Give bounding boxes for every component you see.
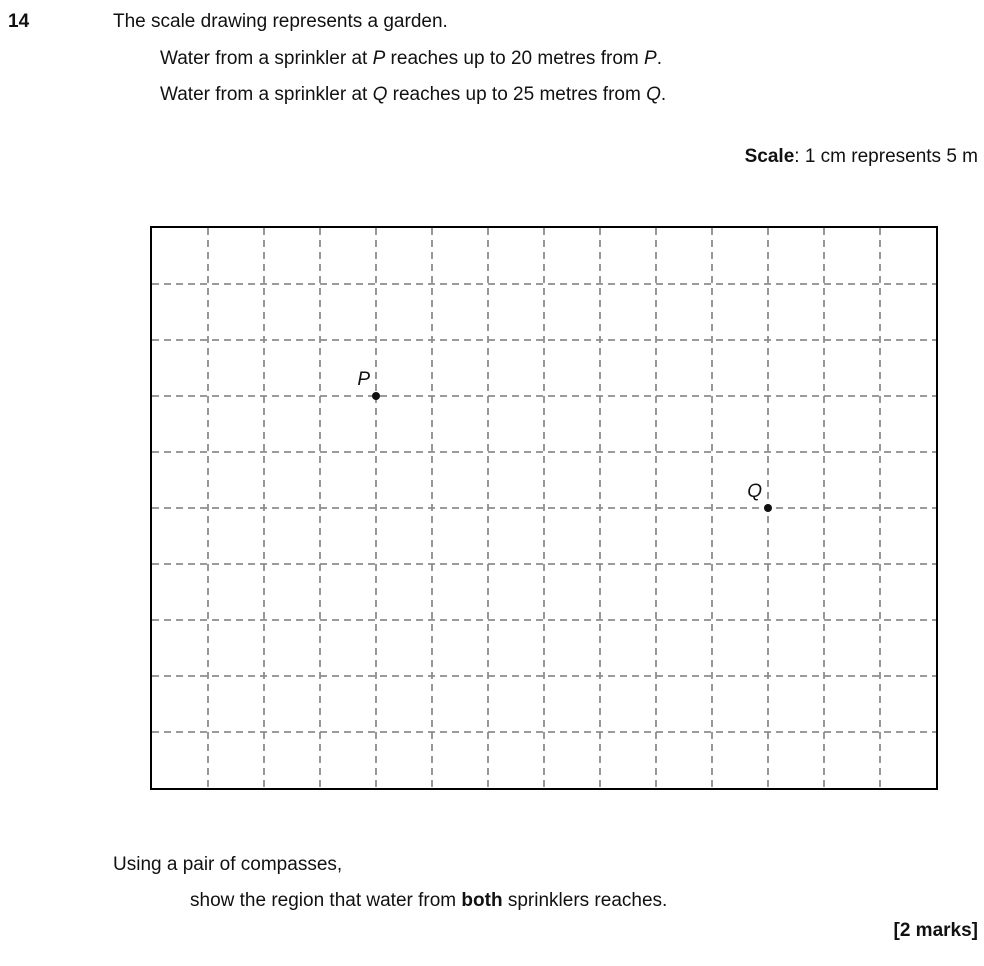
garden-scale-drawing [150,226,938,790]
scale-note [745,147,978,166]
statement-sprinkler-p [160,49,662,68]
statement-q-suffix: . [660,84,667,105]
instruction-line-2-both: both [461,890,503,911]
scale-note-text: : 1 cm represents 5 m [794,146,978,167]
point-q-dot [764,504,772,512]
question-intro: The scale drawing represents a garden. [113,11,448,32]
instruction-line-2-pre: show the region that water from [190,890,462,911]
point-q-label: Q [747,481,762,502]
statement-q-pre: Water from a sprinkler at [160,84,373,105]
instruction-line-2 [190,891,667,910]
point-q-reference: Q [372,84,388,105]
statement-sprinkler-q [160,85,666,104]
marks-badge: [2 marks] [893,920,978,941]
question-number: 14 [8,11,30,32]
point-p-reference-2: P [644,48,657,69]
instruction-line-2-post: sprinklers reaches. [502,890,668,911]
statement-p-mid: reaches up to 20 metres from [385,48,644,69]
instruction-line-1: Using a pair of compasses, [113,854,343,875]
statement-q-mid: reaches up to 25 metres from [387,84,647,105]
point-p-label: P [357,369,370,390]
statement-p-pre: Water from a sprinkler at [160,48,373,69]
point-p-reference: P [372,48,386,69]
point-q-reference-2: Q [646,84,661,105]
grid-lines [152,228,936,788]
point-p-dot [372,392,380,400]
statement-p-suffix: . [656,48,662,69]
scale-note-label: Scale [744,146,795,167]
garden-grid [152,228,936,788]
